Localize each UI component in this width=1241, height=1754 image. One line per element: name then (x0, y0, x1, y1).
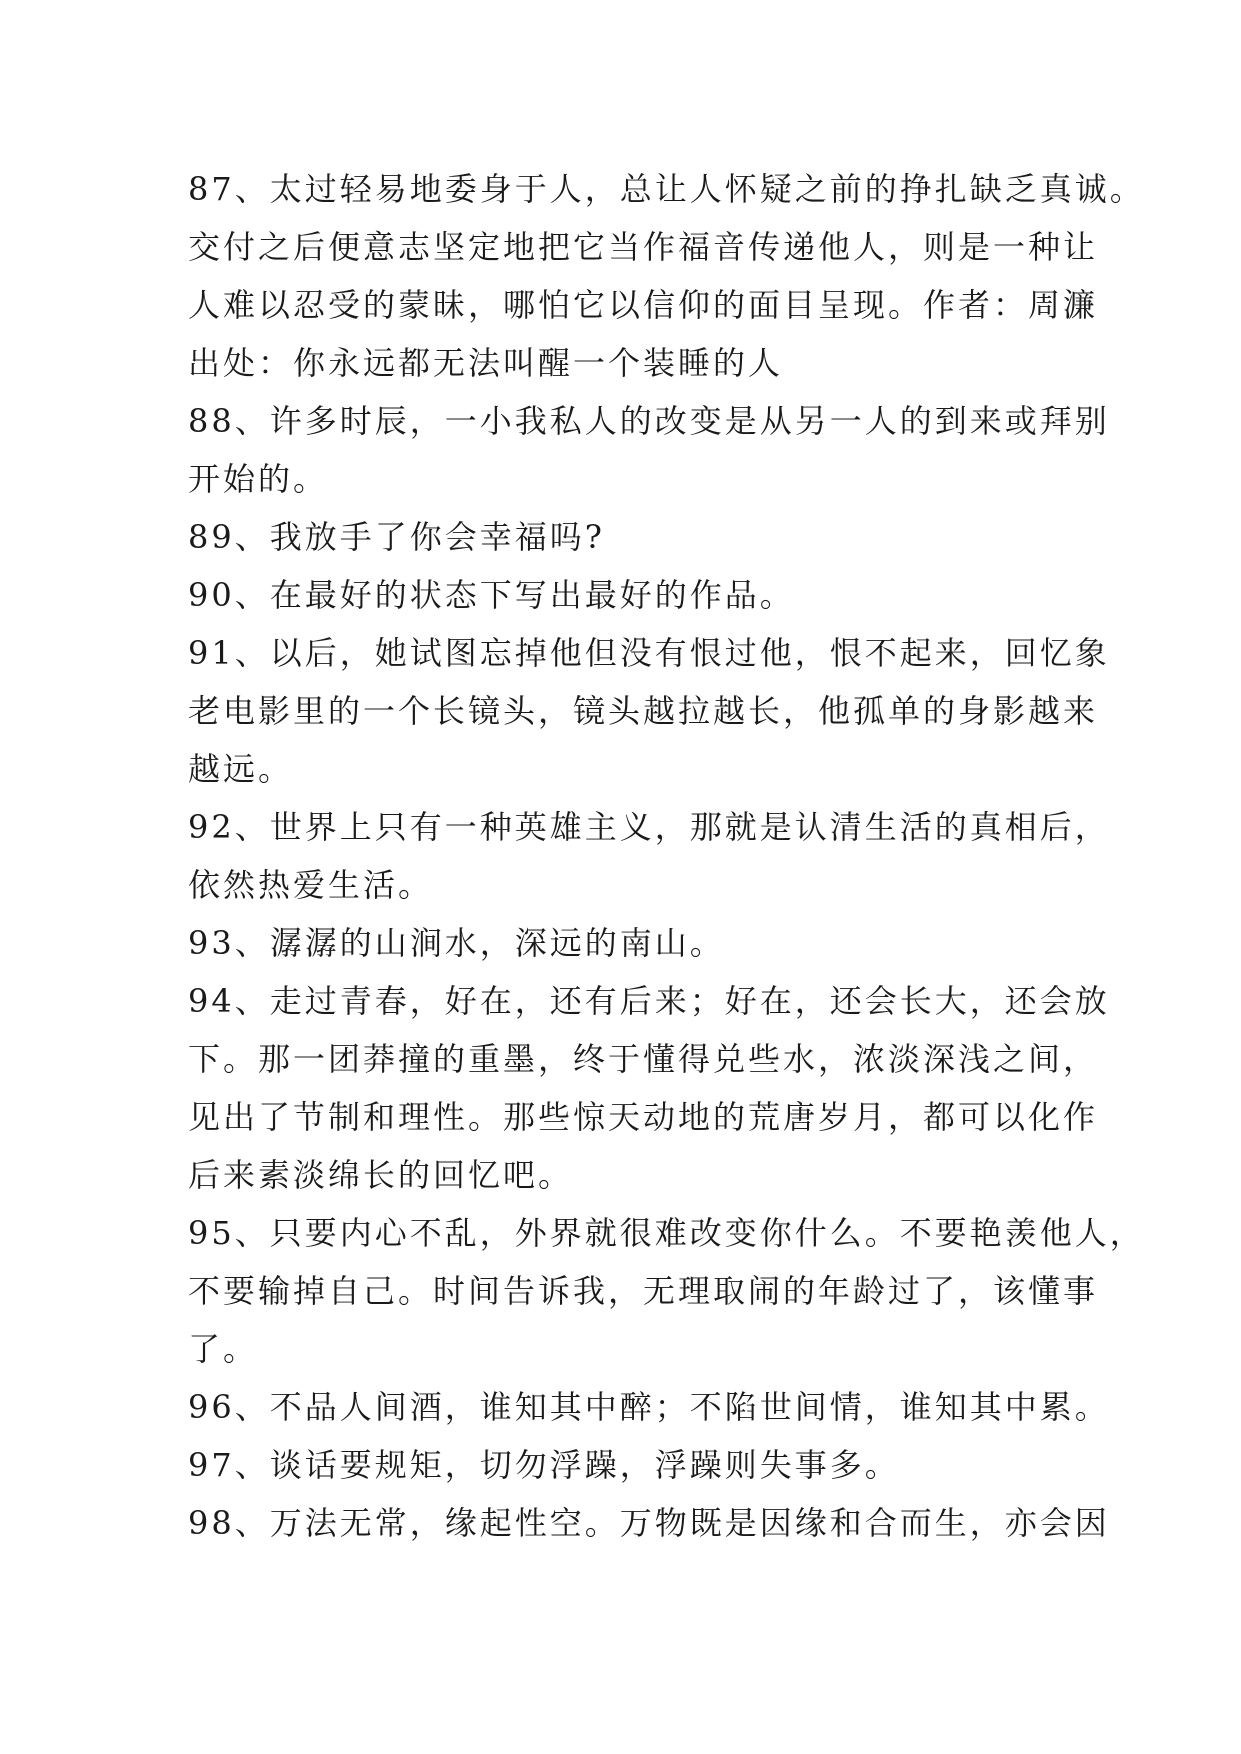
text-line: 了。 (188, 1330, 259, 1368)
text-line: 下。那一团莽撞的重墨，终于懂得兑些水，浓淡深浅之间， (188, 1040, 1099, 1078)
text-line: 越远。 (188, 750, 294, 788)
text-line: 后来素淡绵长的回忆吧。 (188, 1156, 574, 1194)
text-line: 90、在最好的状态下写出最好的作品。 (188, 576, 795, 614)
text-line: 88、许多时辰，一小我私人的改变是从另一人的到来或拜别 (188, 402, 1110, 440)
text-line: 87、太过轻易地委身于人，总让人怀疑之前的挣扎缺乏真诚。 (188, 170, 1145, 208)
text-line: 开始的。 (188, 460, 329, 498)
text-line: 不要输掉自己。时间告诉我，无理取闹的年龄过了，该懂事 (188, 1272, 1099, 1310)
text-line: 人难以忍受的蒙昧，哪怕它以信仰的面目呈现。作者：周濂 (188, 286, 1099, 324)
text-line: 依然热爱生活。 (188, 866, 434, 904)
text-line: 见出了节制和理性。那些惊天动地的荒唐岁月，都可以化作 (188, 1098, 1099, 1136)
text-line: 91、以后，她试图忘掉他但没有恨过他，恨不起来，回忆象 (188, 634, 1110, 672)
text-line: 97、谈话要规矩，切勿浮躁，浮躁则失事多。 (188, 1446, 900, 1484)
text-line: 92、世界上只有一种英雄主义，那就是认清生活的真相后， (188, 808, 1110, 846)
text-line: 93、潺潺的山涧水，深远的南山。 (188, 924, 725, 962)
text-line: 98、万法无常，缘起性空。万物既是因缘和合而生，亦会因 (188, 1504, 1110, 1542)
text-line: 96、不品人间酒，谁知其中醉；不陷世间情，谁知其中累。 (188, 1388, 1110, 1426)
text-body (188, 160, 1145, 1552)
text-line: 交付之后便意志坚定地把它当作福音传递他人，则是一种让 (188, 228, 1099, 266)
text-line: 89、我放手了你会幸福吗? (188, 518, 605, 556)
text-line: 出处：你永远都无法叫醒一个装睡的人 (188, 344, 784, 382)
text-line: 老电影里的一个长镜头，镜头越拉越长，他孤单的身影越来 (188, 692, 1099, 730)
text-line: 95、只要内心不乱，外界就很难改变你什么。不要艳羡他人， (188, 1214, 1145, 1252)
text-line: 94、走过青春，好在，还有后来；好在，还会长大，还会放 (188, 982, 1110, 1020)
